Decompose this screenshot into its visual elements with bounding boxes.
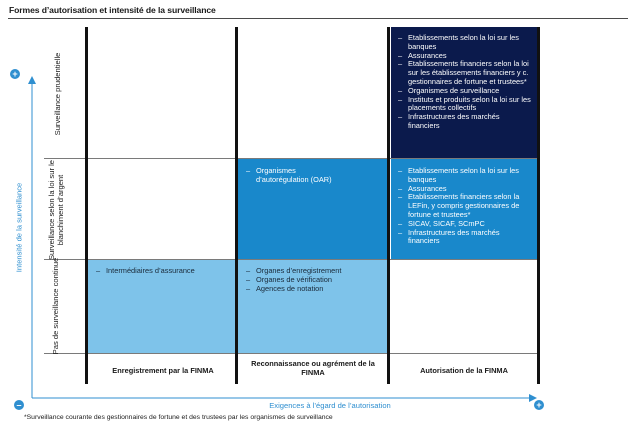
- list-item: – SICAV, SICAF, SCmPC: [398, 220, 532, 229]
- list-item: – Organes d’enregistrement: [246, 267, 384, 276]
- x-axis-plus-icon: +: [534, 400, 544, 410]
- list-item: – Infrastructures des marchés financiers: [398, 229, 532, 247]
- list-item: – Organes de vérification: [246, 276, 384, 285]
- list-item: – Agences de notation: [246, 285, 384, 294]
- row-label-aml: Surveillance selon la loi sur le blanchiment d’argent: [47, 159, 65, 261]
- column-label-authorisation: Autorisation de la FINMA: [420, 366, 508, 375]
- list-item: – Intermédiaires d’assurance: [96, 267, 232, 276]
- page-title: Formes d’autorisation et intensité de la surveillance: [9, 5, 216, 15]
- x-axis-minus-icon: –: [14, 400, 24, 410]
- footnote: *Surveillance courante des gestionnaires de fortune et des trustees par les organismes de surveillance: [24, 414, 333, 421]
- y-axis-label: Intensité de la surveillance: [14, 182, 24, 273]
- x-axis-label: Exigences à l’égard de l’autorisation: [269, 401, 391, 410]
- list-item: – Infrastructures des marchés financiers: [398, 113, 532, 131]
- column-label-registration: Enregistrement par la FINMA: [112, 366, 214, 375]
- list-item: – Assurances: [398, 52, 532, 61]
- list-item: – Organismes de surveillance: [398, 87, 532, 96]
- row-label-none: Pas de surveillance continue: [51, 257, 60, 355]
- list-item: – Assurances: [398, 185, 532, 194]
- list-item: – Etablissements financiers selon la loi sur les établissements financiers y c. gestionnaires de fortune et trustees*: [398, 60, 532, 86]
- list-item: – Etablissements financiers selon la LEFin, y compris gestionnaires de fortune et trustees*: [398, 193, 532, 219]
- y-axis-plus-icon: +: [10, 69, 20, 79]
- row-label-prudential: Surveillance prudentielle: [53, 52, 62, 136]
- list-item: – Organismes d’autorégulation (OAR): [246, 167, 336, 185]
- y-axis-arrowhead: [28, 76, 36, 84]
- column-label-recognition: Reconnaissance ou agrément de la FINMA: [251, 359, 375, 377]
- list-item: – Instituts et produits selon la loi sur les placements collectifs: [398, 96, 532, 114]
- list-item: – Etablissements selon la loi sur les banques: [398, 34, 532, 52]
- list-item: – Etablissements selon la loi sur les banques: [398, 167, 532, 185]
